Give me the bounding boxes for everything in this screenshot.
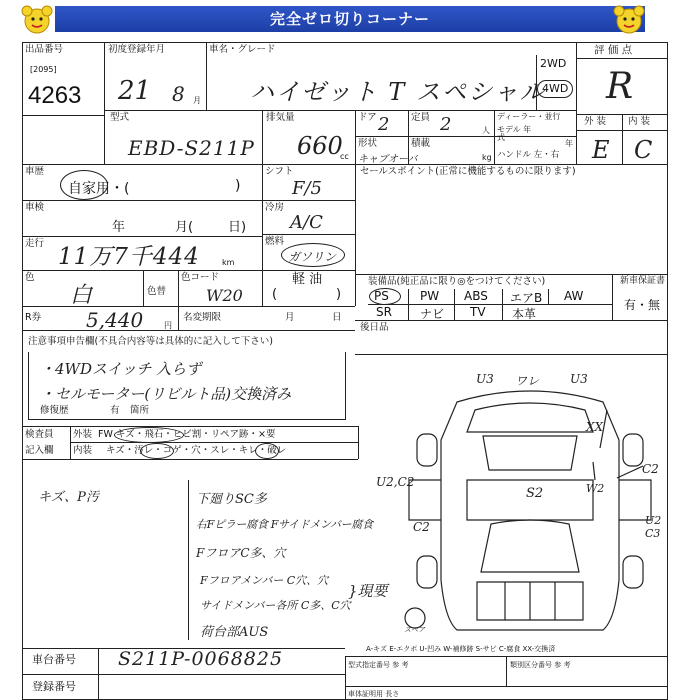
repair-label: 修復歴 xyxy=(40,405,69,416)
mileage-unit: km xyxy=(222,258,235,267)
equipment-grid xyxy=(368,289,612,320)
doors-value: 2 xyxy=(378,114,390,135)
equipment-label: 装備品(純正品に限り◎をつけてください) xyxy=(368,276,546,287)
diag-wa: ワレ xyxy=(515,374,540,388)
model-year-label: モデル 年式 xyxy=(497,125,532,143)
chassis-label: 車台番号 xyxy=(32,653,76,666)
mileage-label: 走行 xyxy=(25,238,45,249)
diag-xx: XX xyxy=(586,420,604,434)
shade-label: 色替 xyxy=(147,286,167,297)
color-code-label: 色コード xyxy=(181,272,220,283)
registration-label: 登録番号 xyxy=(32,680,76,693)
payload-unit: kg xyxy=(482,153,492,162)
handnote-line4: Fフロアメンバー C穴、穴 xyxy=(200,574,329,587)
equip-navi: ナビ xyxy=(420,307,445,321)
capacity-label: 定員 xyxy=(411,112,431,123)
lot-code: [2095] xyxy=(30,65,57,74)
equip-pw: PW xyxy=(420,289,440,303)
diag-front: スペア xyxy=(404,626,425,634)
warranty-label: 新車保証書 xyxy=(620,276,666,286)
shift-label: シフト xyxy=(265,166,294,177)
handle-label: ハンドル 左・右 xyxy=(497,150,560,160)
inspection-day: 日) xyxy=(228,220,247,235)
inspector-row2-cat: 内装 xyxy=(73,445,93,456)
fuel-label: 燃料 xyxy=(265,236,285,247)
first-reg-year: 21 xyxy=(118,76,152,106)
notes-label: 注意事項申告欄(不具合内容等は具体的に記入して下さい) xyxy=(28,336,273,347)
legend-class: 類別区分番号 参 考 xyxy=(510,661,571,669)
bear-mascot-icon xyxy=(610,4,648,36)
model-year-unit: 年 xyxy=(565,139,573,148)
shift-value: F/5 xyxy=(292,178,323,199)
capacity-value: 2 xyxy=(440,114,452,135)
first-reg-month-suffix: 月 xyxy=(193,96,201,105)
equip-airbag: エアB xyxy=(510,291,543,305)
diag-u2c3: U2 C3 xyxy=(645,514,662,540)
legend-codes: A-キズ E-エクボ U-凹み W-補修跡 S-サビ C-腐食 XX-交換済 xyxy=(366,645,556,653)
recycle-label: R券 xyxy=(25,312,42,323)
inspection-year: 年 xyxy=(112,220,126,235)
warranty-value: 有・無 xyxy=(624,298,661,312)
doors-label: ドア xyxy=(358,112,377,123)
equip-leather: 本革 xyxy=(512,307,537,321)
inspector-mark-kizu xyxy=(114,427,184,443)
history-select-mark xyxy=(60,170,108,200)
dealer-label: ディーラー・並行 xyxy=(497,112,561,121)
fuel-select-mark xyxy=(281,243,345,267)
name-change-label: 名変期限 xyxy=(183,312,222,323)
equip-ps-mark xyxy=(369,288,401,305)
color-code: W20 xyxy=(206,286,243,305)
handnote-line2: 右Fピラー腐食 Fサイドメンバー腐食 xyxy=(196,518,373,531)
history-value: 自家用・( xyxy=(68,181,130,197)
equip-sr: SR xyxy=(376,305,392,319)
handnote-line1: 下廻りSC多 xyxy=(196,492,267,507)
recycle-unit: 円 xyxy=(164,321,172,330)
history-label: 車歴 xyxy=(25,166,45,177)
inspector-row1-items: FW キズ・飛石・ヒビ割・リペア跡・×要 xyxy=(98,429,276,440)
model-value: EBD-S211P xyxy=(128,136,255,160)
seats-label: 後日品 xyxy=(360,322,389,333)
grade-value: R xyxy=(606,66,634,107)
drive-4wd: 4WD xyxy=(537,80,573,98)
car-damage-diagram xyxy=(395,370,665,640)
color-label: 色 xyxy=(25,272,35,283)
ext-grade: E xyxy=(592,136,610,164)
equip-aw: AW xyxy=(564,289,584,303)
inspector-label: 検査員 xyxy=(25,429,54,440)
diag-u3a: U3 xyxy=(476,372,494,386)
equip-tv: TV xyxy=(470,305,486,319)
inspector-row1-cat: 外装 xyxy=(73,429,93,440)
equip-ps: PS xyxy=(374,289,389,303)
repair-value: 有 xyxy=(110,405,120,416)
name-change-day: 日 xyxy=(332,312,342,323)
notes-line2: ・セルモーター(リビルト品)交換済み xyxy=(40,385,292,403)
page-title: 完全ゼロ切りコーナー xyxy=(55,6,645,32)
first-reg-month: 8 xyxy=(172,82,185,106)
first-reg-label: 初度登録年月 xyxy=(108,44,166,55)
recycle-value: 5,440 xyxy=(86,308,144,332)
diag-c2l: C2 xyxy=(413,520,430,534)
aircon-label: 冷房 xyxy=(265,202,285,213)
bear-mascot-icon xyxy=(18,4,56,36)
displacement-value: 660 xyxy=(297,132,343,160)
handnote-line6: 荷台部AUS xyxy=(200,625,269,640)
legend-length: 車体証明用 長さ xyxy=(348,690,400,698)
lot-number: 4263 xyxy=(28,82,82,109)
model-label: 型式 xyxy=(110,112,130,123)
diag-u3b: U3 xyxy=(570,372,588,386)
legend-type: 型式指定番号 参 考 xyxy=(348,661,409,669)
displacement-label: 排気量 xyxy=(266,112,295,123)
diag-s2: S2 xyxy=(526,486,544,501)
repair-suffix: 箇所 xyxy=(130,405,150,416)
capacity-unit: 人 xyxy=(482,126,490,135)
handnote-brace: }現要 xyxy=(348,582,388,600)
shape-value: キャブオーバ xyxy=(358,154,418,165)
int-label: 内 装 xyxy=(628,116,651,127)
aircon-value: A/C xyxy=(290,212,323,233)
diag-c2r: C2 xyxy=(642,462,659,476)
car-name: ハイゼット T スペシャル xyxy=(250,78,546,106)
inspector-entry-label: 記入欄 xyxy=(25,445,54,456)
fuel-value2: 軽 油 xyxy=(292,272,323,287)
inspection-label: 車検 xyxy=(25,202,45,213)
mileage-value: 11万7千444 xyxy=(58,244,200,270)
name-change-month: 月 xyxy=(285,312,295,323)
drive-2wd: 2WD xyxy=(540,57,567,70)
shape-label: 形状 xyxy=(358,138,378,149)
inspector-mark-sure xyxy=(255,443,279,459)
inspector-mark-yogore xyxy=(140,443,174,459)
notes-bracket xyxy=(28,352,346,420)
fuel-value1: ガソリン xyxy=(288,250,337,264)
handnote-line5: サイドメンバー各所 C多、C穴 xyxy=(200,599,351,612)
diag-u2c2: U2,C2 xyxy=(376,475,415,489)
inspector-row2-items: キズ・汚レ・コゲ・穴・スレ・キレ・破レ xyxy=(106,445,287,456)
color-value: 白 xyxy=(70,283,93,308)
left-mascot xyxy=(18,4,56,39)
handnote-line3: FフロアC多、穴 xyxy=(196,546,286,560)
notes-line1: ・4WDスイッチ 入らず xyxy=(40,360,202,378)
fuel-paren-close: ) xyxy=(336,287,342,302)
selling-points-label: セールスポイント(正常に機能するものに限ります) xyxy=(360,166,576,177)
handnote-left: キズ、P汚 xyxy=(38,490,99,505)
fuel-paren-open: ( xyxy=(272,287,278,302)
lot-label: 出品番号 xyxy=(25,44,64,55)
right-mascot xyxy=(610,4,648,39)
ext-label: 外 装 xyxy=(584,116,607,127)
history-close: ) xyxy=(235,178,241,194)
int-grade: C xyxy=(634,136,653,164)
name-label: 車名・グレード xyxy=(209,44,276,55)
grade-label: 評 価 点 xyxy=(594,44,633,56)
inspection-month: 月( xyxy=(175,220,194,235)
equip-abs: ABS xyxy=(464,289,488,303)
payload-label: 積載 xyxy=(411,138,431,149)
chassis-value: S211P-0068825 xyxy=(118,648,284,670)
diag-w2: W2 xyxy=(586,482,605,495)
displacement-unit: cc xyxy=(340,152,349,161)
